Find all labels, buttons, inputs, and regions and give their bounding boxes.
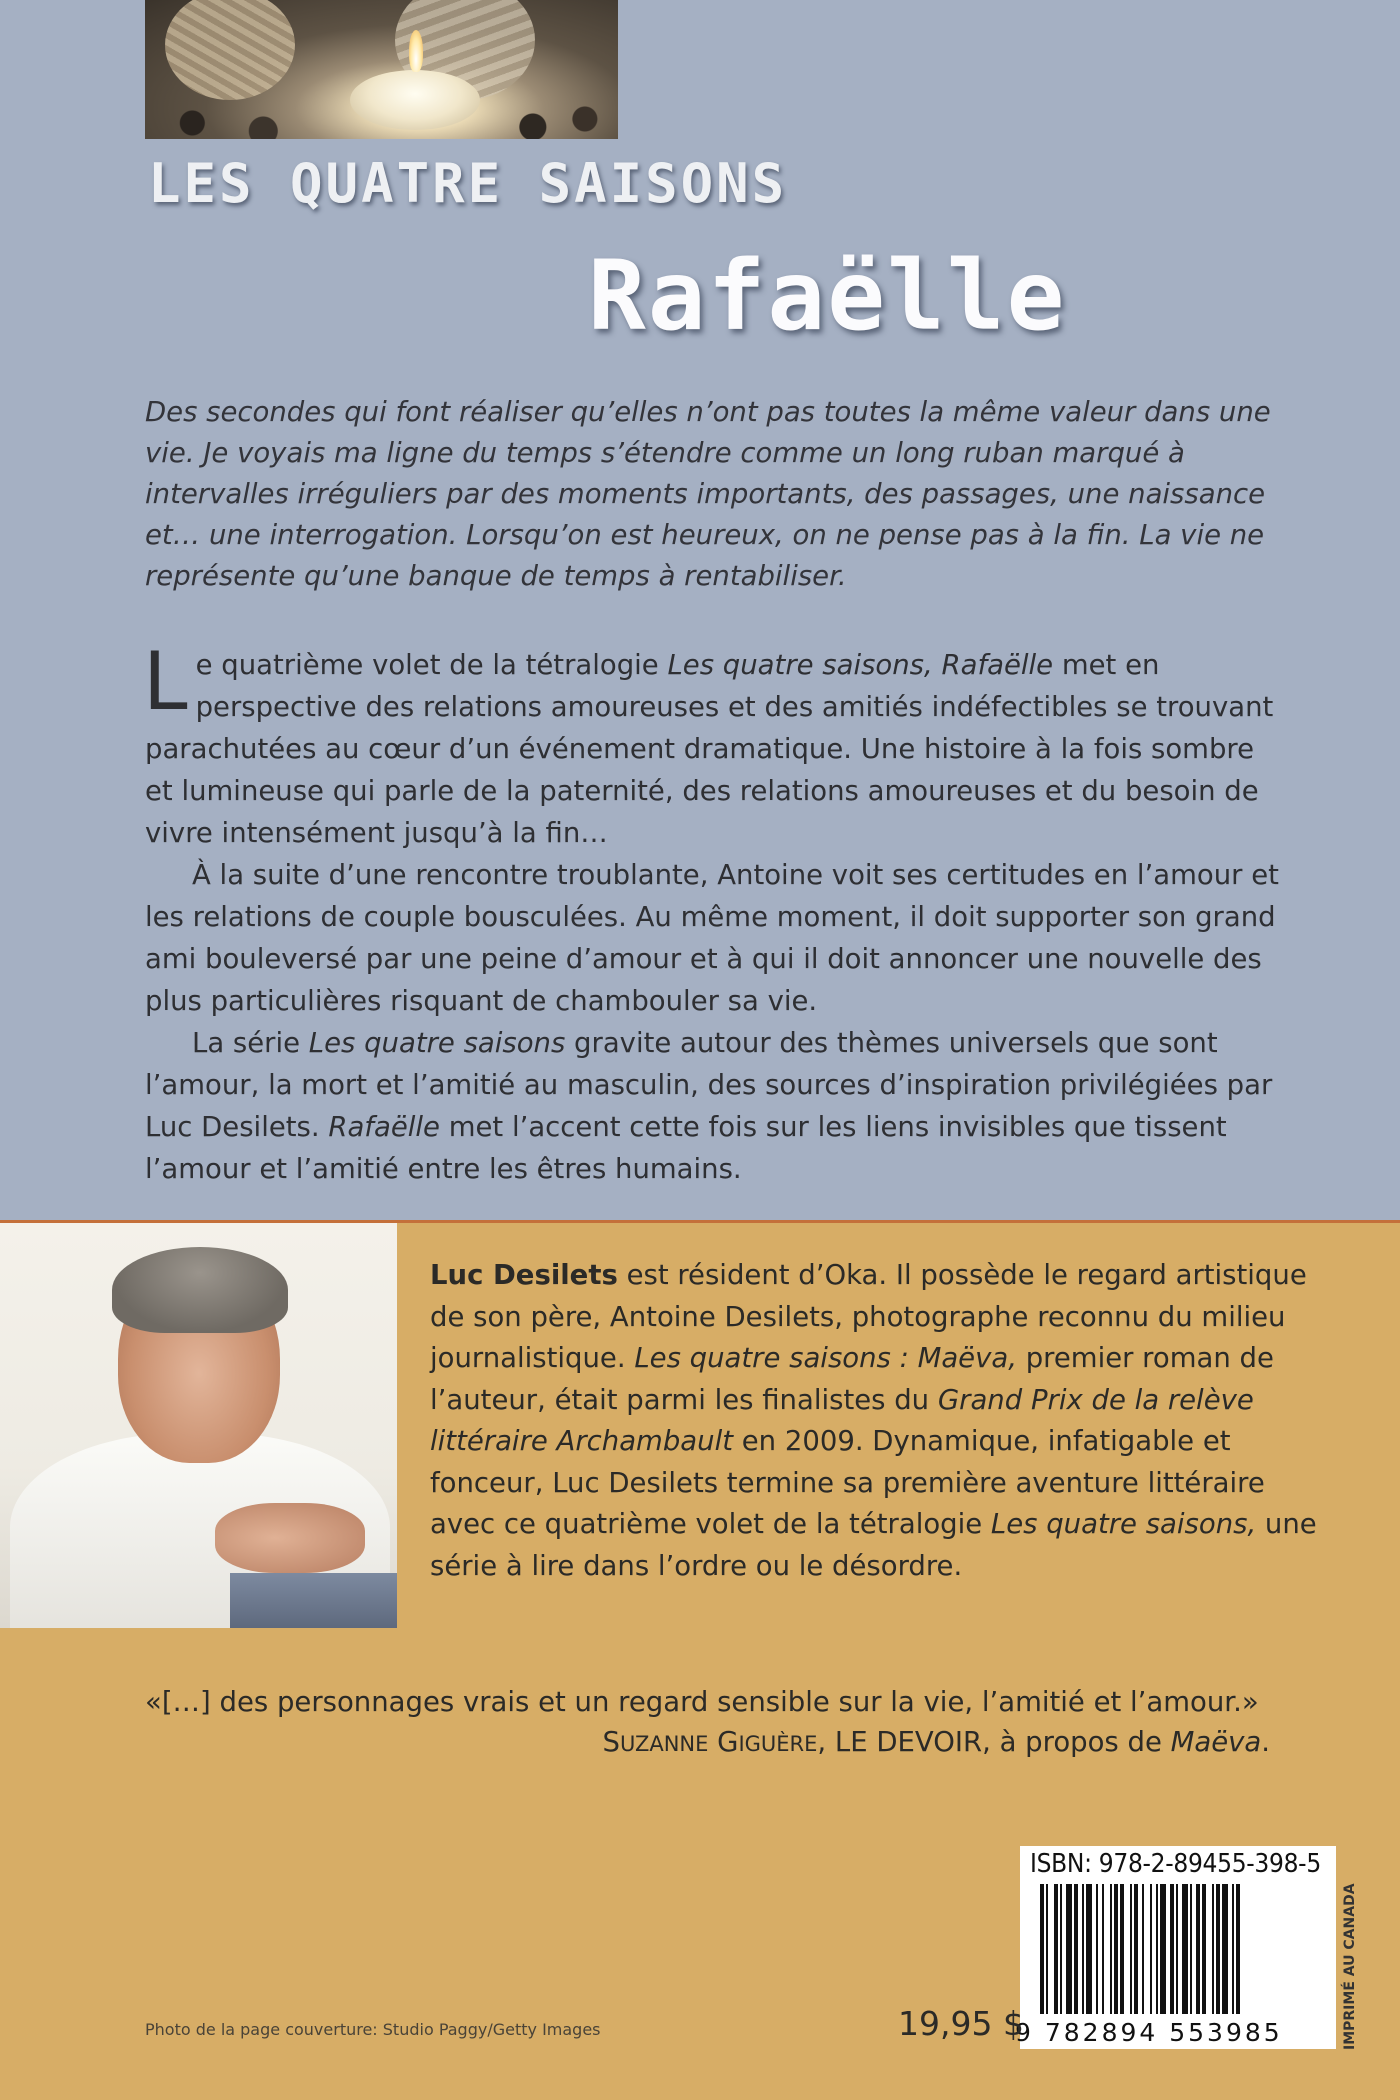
ean-digits: 9 782894 553985 [1015, 2018, 1283, 2047]
text-run: met en perspective des relations amoureuses et des amitiés indéfectibles se trouvant parachutées au cœur d’un événement dramatique. Une histoire à la fois sombre et lumineuse qui parle de la paternité, des relations amoureuses et du besoin de vivre intensément jusqu’à la fin… [145, 649, 1274, 849]
text-run: , LE DEVOIR, à propos de [817, 1726, 1171, 1758]
drop-cap: L [143, 635, 188, 728]
italic-title: Rafaëlle [328, 1111, 440, 1143]
barcode-bar [1222, 1884, 1228, 2014]
barcode-bar [1202, 1884, 1206, 2014]
barcode-bar [1170, 1884, 1174, 2014]
author-photo [0, 1223, 397, 1628]
flame-shape [409, 30, 423, 72]
barcode-bar [1134, 1884, 1138, 2014]
barcode-bar [1066, 1884, 1072, 2014]
barcode-bar [1150, 1884, 1152, 2014]
text-run: une série à lire dans l’ordre ou le désordre. [430, 1508, 1317, 1582]
candle-shells-photo [145, 0, 618, 139]
press-quote: «[…] des personnages vrais et un regard sensible sur la vie, l’amitié et l’amour.» [145, 1686, 1259, 1718]
text-run: e quatrième volet de la tétralogie [195, 649, 668, 681]
press-review [145, 1682, 1270, 1764]
printed-in-label: IMPRIMÉ AU CANADA [1342, 1883, 1358, 2050]
barcode-bar [1054, 1884, 1058, 2014]
barcode-bar [1074, 1884, 1078, 2014]
hair-shape [112, 1247, 288, 1333]
stones-shape [145, 99, 618, 139]
barcode-icon [1040, 1884, 1325, 2014]
author-bio [430, 1255, 1330, 1587]
barcode-bar [1182, 1884, 1188, 2014]
barcode-bar [1110, 1884, 1112, 2014]
barcode-bar [1082, 1884, 1084, 2014]
italic-title: Maëva [1170, 1726, 1262, 1758]
excerpt-quote: Des secondes qui font réaliser qu’elles n’ont pas toutes la même valeur dans une vie. Je voyais ma ligne du temps s’étendre comme un long ruban marqué à intervalles irréguliers par des moments importants, des passages, une naissance et… une interrogation. Lorsqu’on est heureux, on ne pense pas à la fin. La vie ne représente qu’une banque de temps à rentabiliser. [145, 396, 1271, 592]
text-run: G [708, 1726, 739, 1758]
barcode-bar [1216, 1884, 1220, 2014]
barcode-bar [1120, 1884, 1124, 2014]
barcode-bar [1130, 1884, 1132, 2014]
italic-title: Les quatre saisons, [990, 1508, 1257, 1540]
text-run: La série [192, 1027, 309, 1059]
barcode-bar [1102, 1884, 1104, 2014]
shell-shape [165, 0, 295, 100]
text-run: gravite autour des thèmes universels que sont l’amour, la mort et l’amitié au masculin, des sources d’inspiration privilégiées par Luc Desilets. [145, 1027, 1273, 1143]
barcode-bar [1114, 1884, 1118, 2014]
text-run: en 2009. Dynamique, infatigable et fonceur, Luc Desilets termine sa première aventure littéraire avec ce quatrième volet de la tétralogie [430, 1425, 1265, 1540]
barcode-bar [1040, 1884, 1044, 2014]
barcode-bar [1190, 1884, 1192, 2014]
text-run: met l’accent cette fois sur les liens invisibles que tissent l’amour et l’amitié entre les êtres humains. [145, 1111, 1227, 1185]
italic-title: Les quatre saisons : Maëva, [634, 1342, 1017, 1374]
text-run: . [1261, 1726, 1270, 1758]
series-title: LES QUATRE SAISONS [148, 152, 788, 215]
photo-credit: Photo de la page couverture: Studio Paggy/Getty Images [145, 2020, 601, 2039]
italic-title: Les quatre saisons [308, 1027, 566, 1059]
synopsis-paragraph-2: À la suite d’une rencontre troublante, Antoine voit ses certitudes en l’amour et les relations de couple bousculées. Au même moment, il doit supporter son grand ami bouleversé par une peine d’amour et à qui il doit annoncer une nouvelle des plus particulières risquant de chambouler sa vie. [145, 859, 1279, 1017]
barcode-bar [1236, 1884, 1240, 2014]
barcode-bar [1176, 1884, 1178, 2014]
barcode-bar [1196, 1884, 1200, 2014]
barcode-bar [1096, 1884, 1098, 2014]
jeans-shape [230, 1573, 397, 1628]
barcode-bar [1086, 1884, 1092, 2014]
text-run: IGUÈRE [738, 1732, 818, 1756]
barcode-bar [1160, 1884, 1166, 2014]
italic-title: Grand Prix de la relève littéraire Archambault [430, 1383, 1254, 1457]
barcode-bar [1156, 1884, 1158, 2014]
text-run: S [602, 1726, 620, 1758]
text-run: premier roman de l’auteur, était parmi les finalistes du [430, 1342, 1274, 1416]
synopsis-paragraph-1 [143, 635, 1285, 854]
author-name: Luc Desilets [430, 1259, 618, 1291]
text-run: UZANNE [619, 1732, 709, 1756]
text-run: est résident d’Oka. Il possède le regard artistique de son père, Antoine Desilets, photographe reconnu du milieu journalistique. [430, 1259, 1307, 1374]
barcode-bar [1046, 1884, 1048, 2014]
press-source [145, 1722, 1270, 1764]
barcode-bar [1060, 1884, 1062, 2014]
barcode-bar [1232, 1884, 1234, 2014]
barcode-bar [1212, 1884, 1214, 2014]
isbn-label: ISBN: 978-2-89455-398-5 [1030, 1849, 1321, 1879]
italic-title: Les quatre saisons, Rafaëlle [667, 649, 1054, 681]
synopsis-paragraph-3 [145, 1022, 1285, 1190]
barcode-bar [1142, 1884, 1144, 2014]
hands-shape [215, 1503, 365, 1573]
synopsis [143, 635, 1285, 1190]
book-title: Rafaëlle [588, 240, 1067, 352]
price: 19,95 $ [898, 2004, 1024, 2043]
